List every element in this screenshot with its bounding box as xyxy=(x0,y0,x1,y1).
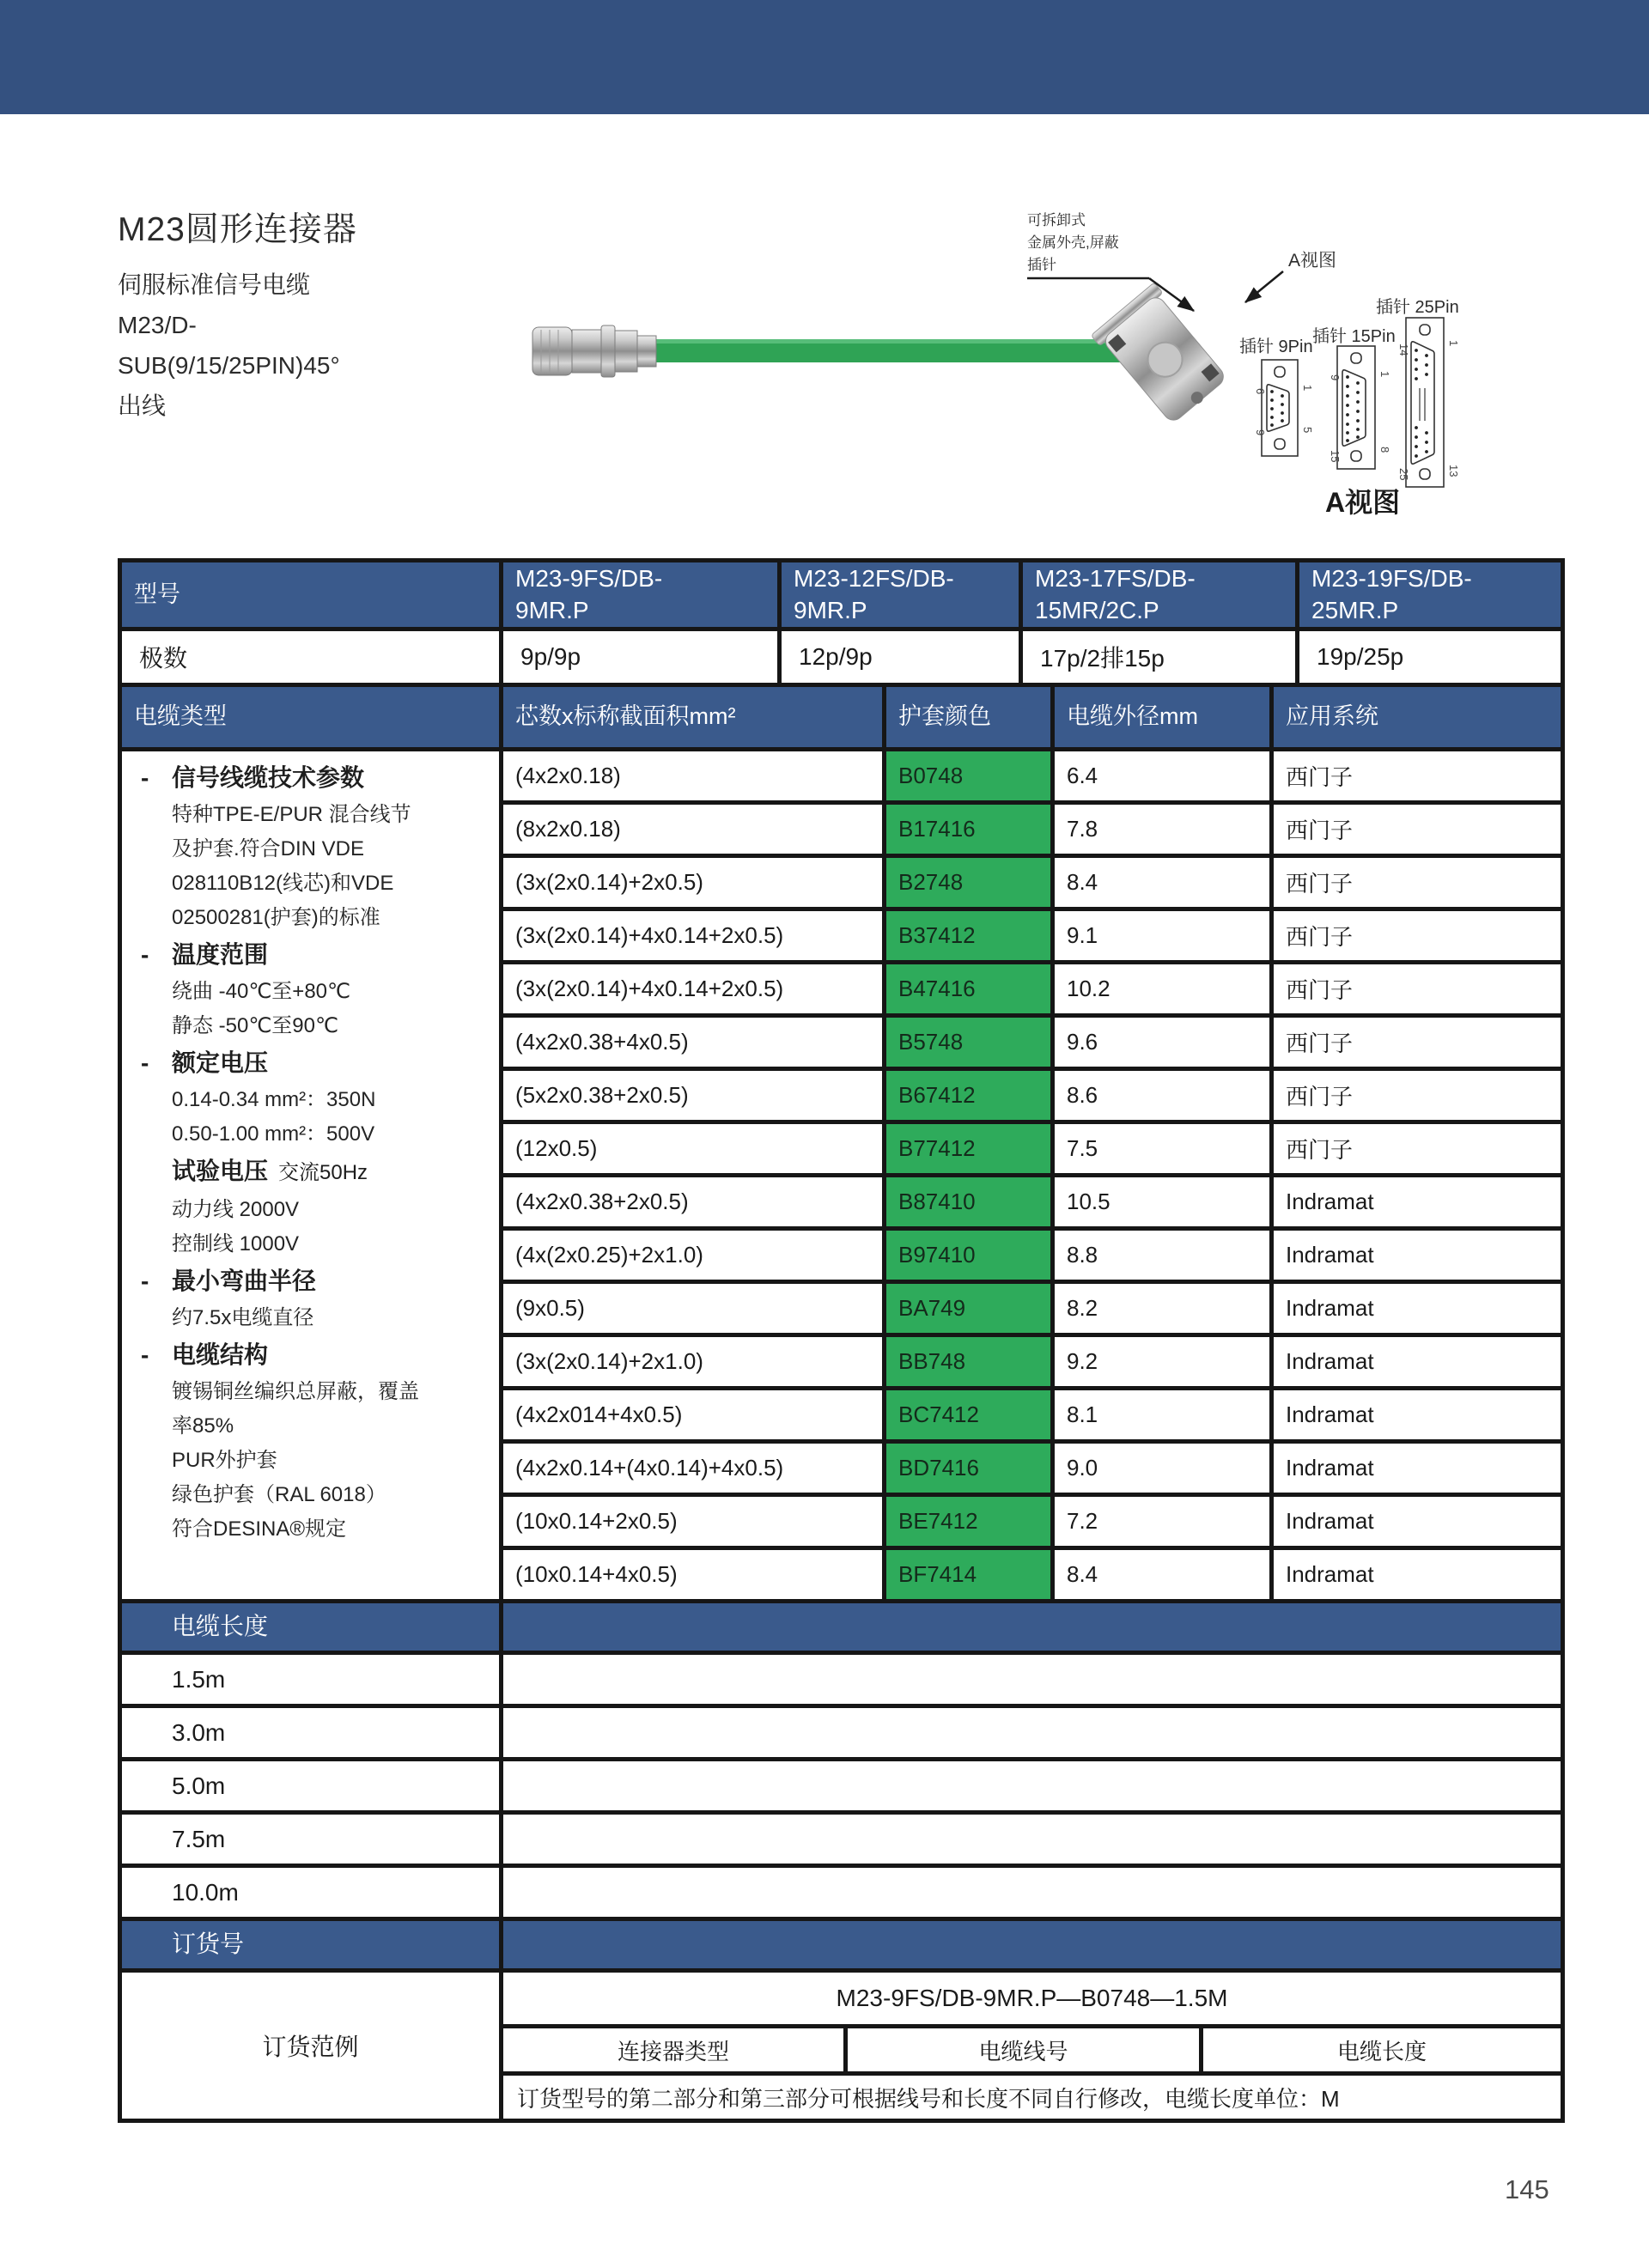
cable-type-text: 控制线 1000V xyxy=(172,1232,300,1256)
m23-connector-image xyxy=(532,325,656,377)
cable-type-text: PUR外护套 xyxy=(172,1449,277,1472)
poles-label-cell: 极数 xyxy=(122,631,499,683)
pin9-label: 插针 9Pin xyxy=(1239,337,1313,356)
cable-type-line xyxy=(141,1227,494,1262)
system-cell: Indramat xyxy=(1274,1390,1561,1439)
length-value-cell: 1.5m xyxy=(122,1655,499,1704)
bullet-dash: - xyxy=(141,1268,149,1294)
cable-type-line xyxy=(141,1083,494,1117)
cable-type-line xyxy=(141,758,494,798)
outer-diameter-cell: 9.6 xyxy=(1055,1018,1269,1067)
order-example-label: 订货范例 xyxy=(122,1973,499,2119)
cores-cell: (4x2x0.14+(4x0.14)+4x0.5) xyxy=(503,1444,882,1493)
pin15-num-bl: 15 xyxy=(1329,450,1342,463)
cores-cell: (4x2x0.38+4x0.5) xyxy=(503,1018,882,1067)
order-header-spacer xyxy=(503,1921,1561,1968)
subtitle-line: 出线 xyxy=(118,392,167,419)
cable-type-text: 0.14-0.34 mm²：350N xyxy=(172,1088,376,1111)
cable-type-text: 及护套.符合DIN VDE xyxy=(172,837,365,860)
system-cell: 西门子 xyxy=(1274,858,1561,907)
cable-type-text: 绿色护套（RAL 6018） xyxy=(172,1483,386,1506)
outer-diameter-cell: 9.0 xyxy=(1055,1444,1269,1493)
cable-type-text: 温度范围 xyxy=(172,941,269,968)
callout-line-1: 可拆卸式 xyxy=(1027,212,1086,228)
system-cell: 西门子 xyxy=(1274,911,1561,960)
cable-type-text: 电缆结构 xyxy=(172,1341,269,1368)
model-header-cell: M23-19FS/DB-25MR.P xyxy=(1299,562,1561,627)
pin15-label: 插针 15Pin xyxy=(1312,327,1396,346)
cable-type-line xyxy=(141,935,494,975)
cable-type-text: 静态 -50℃至90℃ xyxy=(172,1014,338,1037)
page-number: 145 xyxy=(1505,2174,1549,2204)
cable-type-line xyxy=(141,798,494,832)
pin9-num-bl: 9 xyxy=(1254,429,1267,436)
title-block xyxy=(118,203,513,426)
jacket-color-cell: B77412 xyxy=(886,1124,1050,1173)
spec-header-cell: 芯数x标称截面积mm² xyxy=(503,687,882,747)
pin9-num-tl: 6 xyxy=(1254,388,1267,395)
poles-value-cell: 17p/2排15p xyxy=(1023,631,1295,683)
order-section xyxy=(122,1921,1561,2119)
pin15-num-br: 8 xyxy=(1378,447,1391,453)
poles-value-cell: 9p/9p xyxy=(503,631,777,683)
length-value-cell: 10.0m xyxy=(122,1868,499,1917)
cable-type-text: 028110B12(线芯)和VDE xyxy=(172,872,394,895)
cable-type-line xyxy=(141,1409,494,1444)
jacket-color-cell: B2748 xyxy=(886,858,1050,907)
cores-cell: (12x0.5) xyxy=(503,1124,882,1173)
cable-type-line xyxy=(141,1478,494,1512)
length-empty-cell xyxy=(503,1655,1561,1704)
jacket-color-cell: BD7416 xyxy=(886,1444,1050,1493)
cable-type-text: 符合DESINA®规定 xyxy=(172,1517,347,1541)
outer-diameter-cell: 8.8 xyxy=(1055,1231,1269,1280)
outer-diameter-cell: 6.4 xyxy=(1055,751,1269,800)
system-cell: 西门子 xyxy=(1274,964,1561,1013)
outer-diameter-cell: 7.5 xyxy=(1055,1124,1269,1173)
length-value-cell: 7.5m xyxy=(122,1815,499,1864)
outer-diameter-cell: 10.5 xyxy=(1055,1177,1269,1226)
poles-value-cell: 12p/9p xyxy=(782,631,1019,683)
jacket-color-cell: BF7414 xyxy=(886,1550,1050,1599)
system-cell: 西门子 xyxy=(1274,1018,1561,1067)
length-empty-cell xyxy=(503,1708,1561,1757)
length-section xyxy=(122,1603,1561,1917)
bullet-dash: - xyxy=(141,1341,149,1368)
page-title: M23圆形连接器 xyxy=(118,211,357,248)
cable-type-text: 试验电压 xyxy=(172,1158,269,1184)
length-header-spacer xyxy=(503,1603,1561,1651)
cores-cell: (10x0.14+4x0.5) xyxy=(503,1550,882,1599)
cable-type-text: 绕曲 -40℃至+80℃ xyxy=(172,980,350,1003)
order-note: 订货型号的第二部分和第三部分可根据线号和长度不同自行修改，电缆长度单位：M xyxy=(503,2076,1561,2119)
jacket-color-cell: B37412 xyxy=(886,911,1050,960)
system-cell: 西门子 xyxy=(1274,1124,1561,1173)
pin15-num-tr: 1 xyxy=(1378,371,1391,378)
spec-tables xyxy=(118,558,1565,2123)
cable-type-text: 特种TPE-E/PUR 混合线节 xyxy=(172,803,411,826)
pin9-num-tr: 1 xyxy=(1301,385,1314,392)
cable-type-line xyxy=(141,901,494,935)
bullet-dash: - xyxy=(141,764,149,791)
cable-type-line xyxy=(141,975,494,1009)
outer-diameter-cell: 9.1 xyxy=(1055,911,1269,960)
cable-type-line xyxy=(141,1043,494,1083)
outer-diameter-cell: 8.4 xyxy=(1055,858,1269,907)
spec-body xyxy=(122,751,1561,1599)
cores-cell: (3x(2x0.14)+2x0.5) xyxy=(503,858,882,907)
jacket-color-cell: B47416 xyxy=(886,964,1050,1013)
view-a-label: A视图 xyxy=(1288,251,1337,271)
system-cell: Indramat xyxy=(1274,1550,1561,1599)
poles-value-cell: 19p/25p xyxy=(1299,631,1561,683)
spec-header-cell: 护套颜色 xyxy=(886,687,1050,747)
jacket-color-cell: BC7412 xyxy=(886,1390,1050,1439)
length-value-cell: 5.0m xyxy=(122,1761,499,1810)
outer-diameter-cell: 7.8 xyxy=(1055,805,1269,854)
jacket-color-cell: BA749 xyxy=(886,1284,1050,1333)
order-column-cell: 电缆线号 xyxy=(848,2028,1199,2071)
outer-diameter-cell: 7.2 xyxy=(1055,1497,1269,1546)
model-table xyxy=(122,562,1561,683)
pin25-diagram xyxy=(1406,318,1444,487)
order-column-cell: 连接器类型 xyxy=(503,2028,843,2071)
cable-type-text: 信号线缆技术参数 xyxy=(172,764,365,791)
model-header-cell: M23-17FS/DB-15MR/2C.P xyxy=(1023,562,1295,627)
cable-type-notes xyxy=(122,751,499,1599)
spec-header-cell: 电缆外径mm xyxy=(1055,687,1269,747)
spec-header-cell: 应用系统 xyxy=(1274,687,1561,747)
product-figure xyxy=(481,120,1580,575)
cable-type-text: 动力线 2000V xyxy=(172,1198,300,1221)
jacket-color-cell: B0748 xyxy=(886,751,1050,800)
cores-cell: (4x2x014+4x0.5) xyxy=(503,1390,882,1439)
length-value-cell: 3.0m xyxy=(122,1708,499,1757)
system-cell: Indramat xyxy=(1274,1231,1561,1280)
bullet-dash: - xyxy=(141,941,149,968)
outer-diameter-cell: 8.2 xyxy=(1055,1284,1269,1333)
system-cell: 西门子 xyxy=(1274,805,1561,854)
cable-type-text: 镀锡铜丝编织总屏蔽，覆盖 xyxy=(172,1380,419,1403)
outer-diameter-cell: 10.2 xyxy=(1055,964,1269,1013)
cores-cell: (3x(2x0.14)+2x1.0) xyxy=(503,1337,882,1386)
cable-type-line xyxy=(141,1444,494,1478)
pin15-diagram xyxy=(1337,346,1375,469)
cable-type-suffix: 交流50Hz xyxy=(278,1161,368,1184)
length-header-cell: 电缆长度 xyxy=(122,1603,499,1651)
cable-type-line xyxy=(141,1193,494,1227)
cable-type-line xyxy=(141,832,494,866)
length-empty-cell xyxy=(503,1868,1561,1917)
cable-type-line xyxy=(141,1009,494,1043)
cable-type-text: 约7.5x电缆直径 xyxy=(172,1306,314,1329)
pin25-num-bl: 25 xyxy=(1397,468,1410,481)
model-table-corner: 型号 xyxy=(122,562,499,627)
page-subtitle xyxy=(118,264,513,426)
cable-type-text: 最小弯曲半径 xyxy=(172,1268,317,1294)
order-example-value: M23-9FS/DB-9MR.P—B0748—1.5M xyxy=(503,1973,1561,2024)
subtitle-line: SUB(9/15/25PIN)45° xyxy=(118,352,340,379)
cores-cell: (9x0.5) xyxy=(503,1284,882,1333)
system-cell: Indramat xyxy=(1274,1284,1561,1333)
spec-header-row xyxy=(122,687,1561,747)
top-banner xyxy=(0,0,1649,114)
order-header-cell: 订货号 xyxy=(122,1921,499,1968)
jacket-color-cell: B67412 xyxy=(886,1071,1050,1120)
cores-cell: (3x(2x0.14)+4x0.14+2x0.5) xyxy=(503,964,882,1013)
cores-cell: (4x(2x0.25)+2x1.0) xyxy=(503,1231,882,1280)
pin9-diagram xyxy=(1262,360,1298,456)
cores-cell: (4x2x0.18) xyxy=(503,751,882,800)
callout-line-3: 插针 xyxy=(1027,257,1056,273)
callout-line-2: 金属外壳,屏蔽 xyxy=(1027,234,1119,251)
jacket-color-cell: B5748 xyxy=(886,1018,1050,1067)
jacket-color-cell: B87410 xyxy=(886,1177,1050,1226)
cable-type-text: 02500281(护套)的标准 xyxy=(172,906,380,929)
system-cell: Indramat xyxy=(1274,1497,1561,1546)
model-header-cell: M23-9FS/DB-9MR.P xyxy=(503,562,777,627)
pin9-num-br: 5 xyxy=(1301,427,1314,434)
outer-diameter-cell: 8.4 xyxy=(1055,1550,1269,1599)
cable-type-line xyxy=(141,1152,494,1193)
jacket-color-cell: B97410 xyxy=(886,1231,1050,1280)
jacket-color-cell: BB748 xyxy=(886,1337,1050,1386)
cable-type-text: 额定电压 xyxy=(172,1049,269,1076)
pin25-num-tl: 14 xyxy=(1397,344,1410,356)
cable-type-text: 0.50-1.00 mm²：500V xyxy=(172,1122,375,1146)
cable-type-text: 率85% xyxy=(172,1414,234,1438)
jacket-color-cell: BE7412 xyxy=(886,1497,1050,1546)
pin25-num-br: 13 xyxy=(1447,465,1460,477)
cable-type-line xyxy=(141,1301,494,1335)
cable-type-line xyxy=(141,866,494,901)
cores-cell: (8x2x0.18) xyxy=(503,805,882,854)
cores-cell: (5x2x0.38+2x0.5) xyxy=(503,1071,882,1120)
model-header-cell: M23-12FS/DB-9MR.P xyxy=(782,562,1019,627)
cable-type-line xyxy=(141,1512,494,1547)
pin25-label: 插针 25Pin xyxy=(1376,298,1459,317)
view-a-caption: A视图 xyxy=(1325,487,1401,518)
system-cell: Indramat xyxy=(1274,1444,1561,1493)
system-cell: 西门子 xyxy=(1274,751,1561,800)
outer-diameter-cell: 9.2 xyxy=(1055,1337,1269,1386)
cores-cell: (10x0.14+2x0.5) xyxy=(503,1497,882,1546)
system-cell: Indramat xyxy=(1274,1337,1561,1386)
outer-diameter-cell: 8.6 xyxy=(1055,1071,1269,1120)
order-column-cell: 电缆长度 xyxy=(1203,2028,1561,2071)
jacket-color-cell: B17416 xyxy=(886,805,1050,854)
cable-type-line xyxy=(141,1335,494,1375)
subtitle-line: 伺服标准信号电缆 xyxy=(118,271,311,298)
outer-diameter-cell: 8.1 xyxy=(1055,1390,1269,1439)
cable-type-line xyxy=(141,1262,494,1301)
cable-type-line xyxy=(141,1375,494,1409)
subtitle-line: M23/D- xyxy=(118,312,197,338)
system-cell: 西门子 xyxy=(1274,1071,1561,1120)
cable-type-line xyxy=(141,1117,494,1152)
bullet-dash: - xyxy=(141,1049,149,1076)
cores-cell: (3x(2x0.14)+4x0.14+2x0.5) xyxy=(503,911,882,960)
length-empty-cell xyxy=(503,1761,1561,1810)
cores-cell: (4x2x0.38+2x0.5) xyxy=(503,1177,882,1226)
pin25-num-tr: 1 xyxy=(1447,340,1460,347)
length-empty-cell xyxy=(503,1815,1561,1864)
spec-header-cell: 电缆类型 xyxy=(122,687,499,747)
system-cell: Indramat xyxy=(1274,1177,1561,1226)
pin15-num-tl: 9 xyxy=(1329,374,1342,381)
